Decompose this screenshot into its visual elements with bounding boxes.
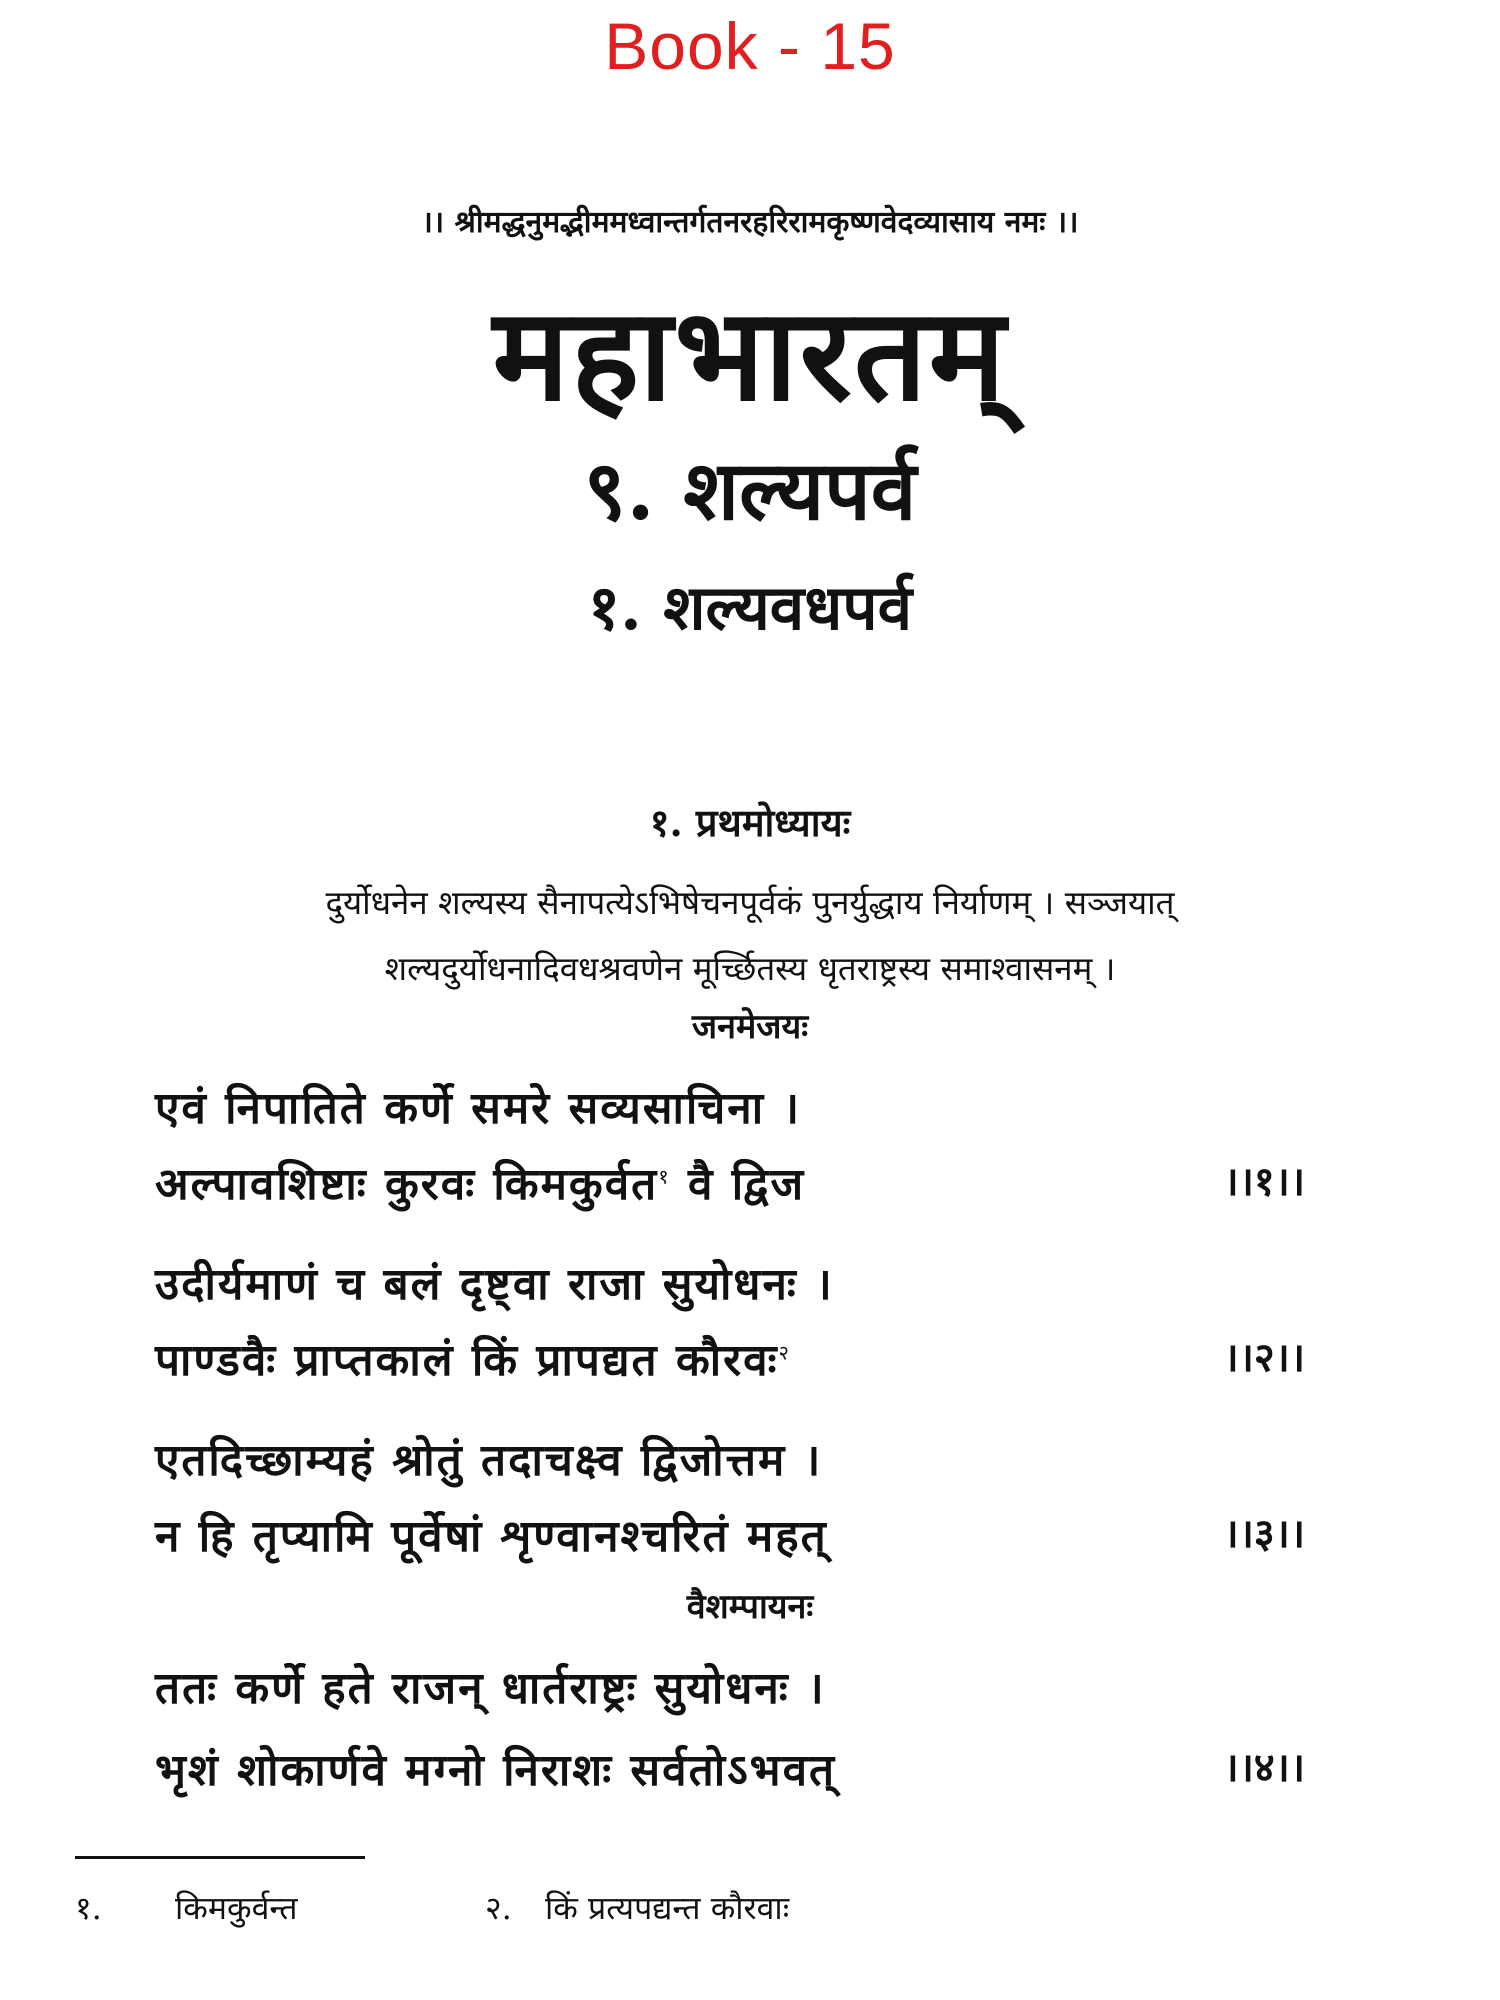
speaker-name: वैशम्पायनः — [686, 1587, 814, 1627]
verse-line — [155, 1252, 1305, 1316]
verse-text: ततः कर्णे हते राजन् धार्तराष्ट्रः सुयोधनः । — [155, 1663, 826, 1714]
verse-text-part: अल्पावशिष्टाः कुरवः किमकुर्वत — [155, 1159, 659, 1210]
speaker-name: जनमेजयः — [691, 1007, 809, 1047]
verse-text: उदीर्यमाणं च बलं दृष्ट्वा राजा सुयोधनः । — [155, 1259, 834, 1310]
chapter-summary — [0, 870, 1500, 1002]
verse-line — [155, 1328, 1305, 1392]
verse-text: एतदिच्छाम्यहं श्रोतुं तदाचक्ष्व द्विजोत्तम । — [155, 1435, 823, 1486]
footnote-marker: १. — [75, 1889, 102, 1927]
verse-line — [155, 1076, 1305, 1140]
verse-line — [155, 1504, 1305, 1568]
main-title: महाभारतम् — [492, 280, 1008, 430]
footnote-marker: १ — [658, 1164, 671, 1189]
verse-text: न हि तृप्यामि पूर्वेषां शृण्वानश्चरितं महत् — [155, 1511, 828, 1562]
verse-text — [155, 1328, 791, 1388]
footnotes — [75, 1886, 1375, 1936]
verse-line — [155, 1152, 1305, 1216]
verse-number: ।।२।। — [1223, 1334, 1305, 1381]
footnote-text: किमकुर्वन्त — [175, 1889, 298, 1927]
parva-title: ९. शल्यपर्व — [583, 443, 917, 539]
invocation-line: ।। श्रीमद्धनुमद्भीममध्वान्तर्गतनरहरिरामकृष्णवेदव्यासाय नमः ।। — [421, 205, 1079, 240]
verse-text-part: वै द्विज — [670, 1159, 806, 1210]
verse-text — [155, 1152, 805, 1212]
summary-line: शल्यदुर्योधनादिवधश्रवणेन मूर्च्छितस्य धृतराष्ट्रस्य समाश्वासनम् । — [384, 949, 1116, 988]
footnote-divider — [75, 1856, 365, 1859]
verse-text-part: पाण्डवैः प्राप्तकालं किं प्रापद्यत कौरवः — [155, 1335, 779, 1386]
verse-line — [155, 1428, 1305, 1492]
verse-number: ।।४।। — [1223, 1744, 1305, 1791]
footnote-marker: २ — [778, 1340, 791, 1365]
verse-number: ।।३।। — [1223, 1510, 1305, 1557]
summary-line: दुर्योधनेन शल्यस्य सैनापत्येऽभिषेचनपूर्वकं पुनर्युद्धाय निर्याणम् । सञ्जयात् — [325, 883, 1175, 922]
chapter-title: १. प्रथमोध्यायः — [649, 800, 851, 845]
footnote-text: किं प्रत्यपद्यन्त कौरवाः — [545, 1889, 790, 1927]
subparva-title: १. शल्यवधपर्व — [587, 571, 913, 644]
verse-text: एवं निपातिते कर्णे समरे सव्यसाचिना । — [155, 1083, 802, 1134]
verse-line — [155, 1656, 1305, 1720]
footnote-marker: २. — [485, 1889, 512, 1927]
verse-number: ।।१।। — [1223, 1158, 1305, 1205]
verse-text: भृशं शोकार्णवे मग्नो निराशः सर्वतोऽभवत् — [155, 1745, 837, 1796]
book-label: Book - 15 — [604, 9, 896, 83]
verse-line — [155, 1738, 1305, 1802]
